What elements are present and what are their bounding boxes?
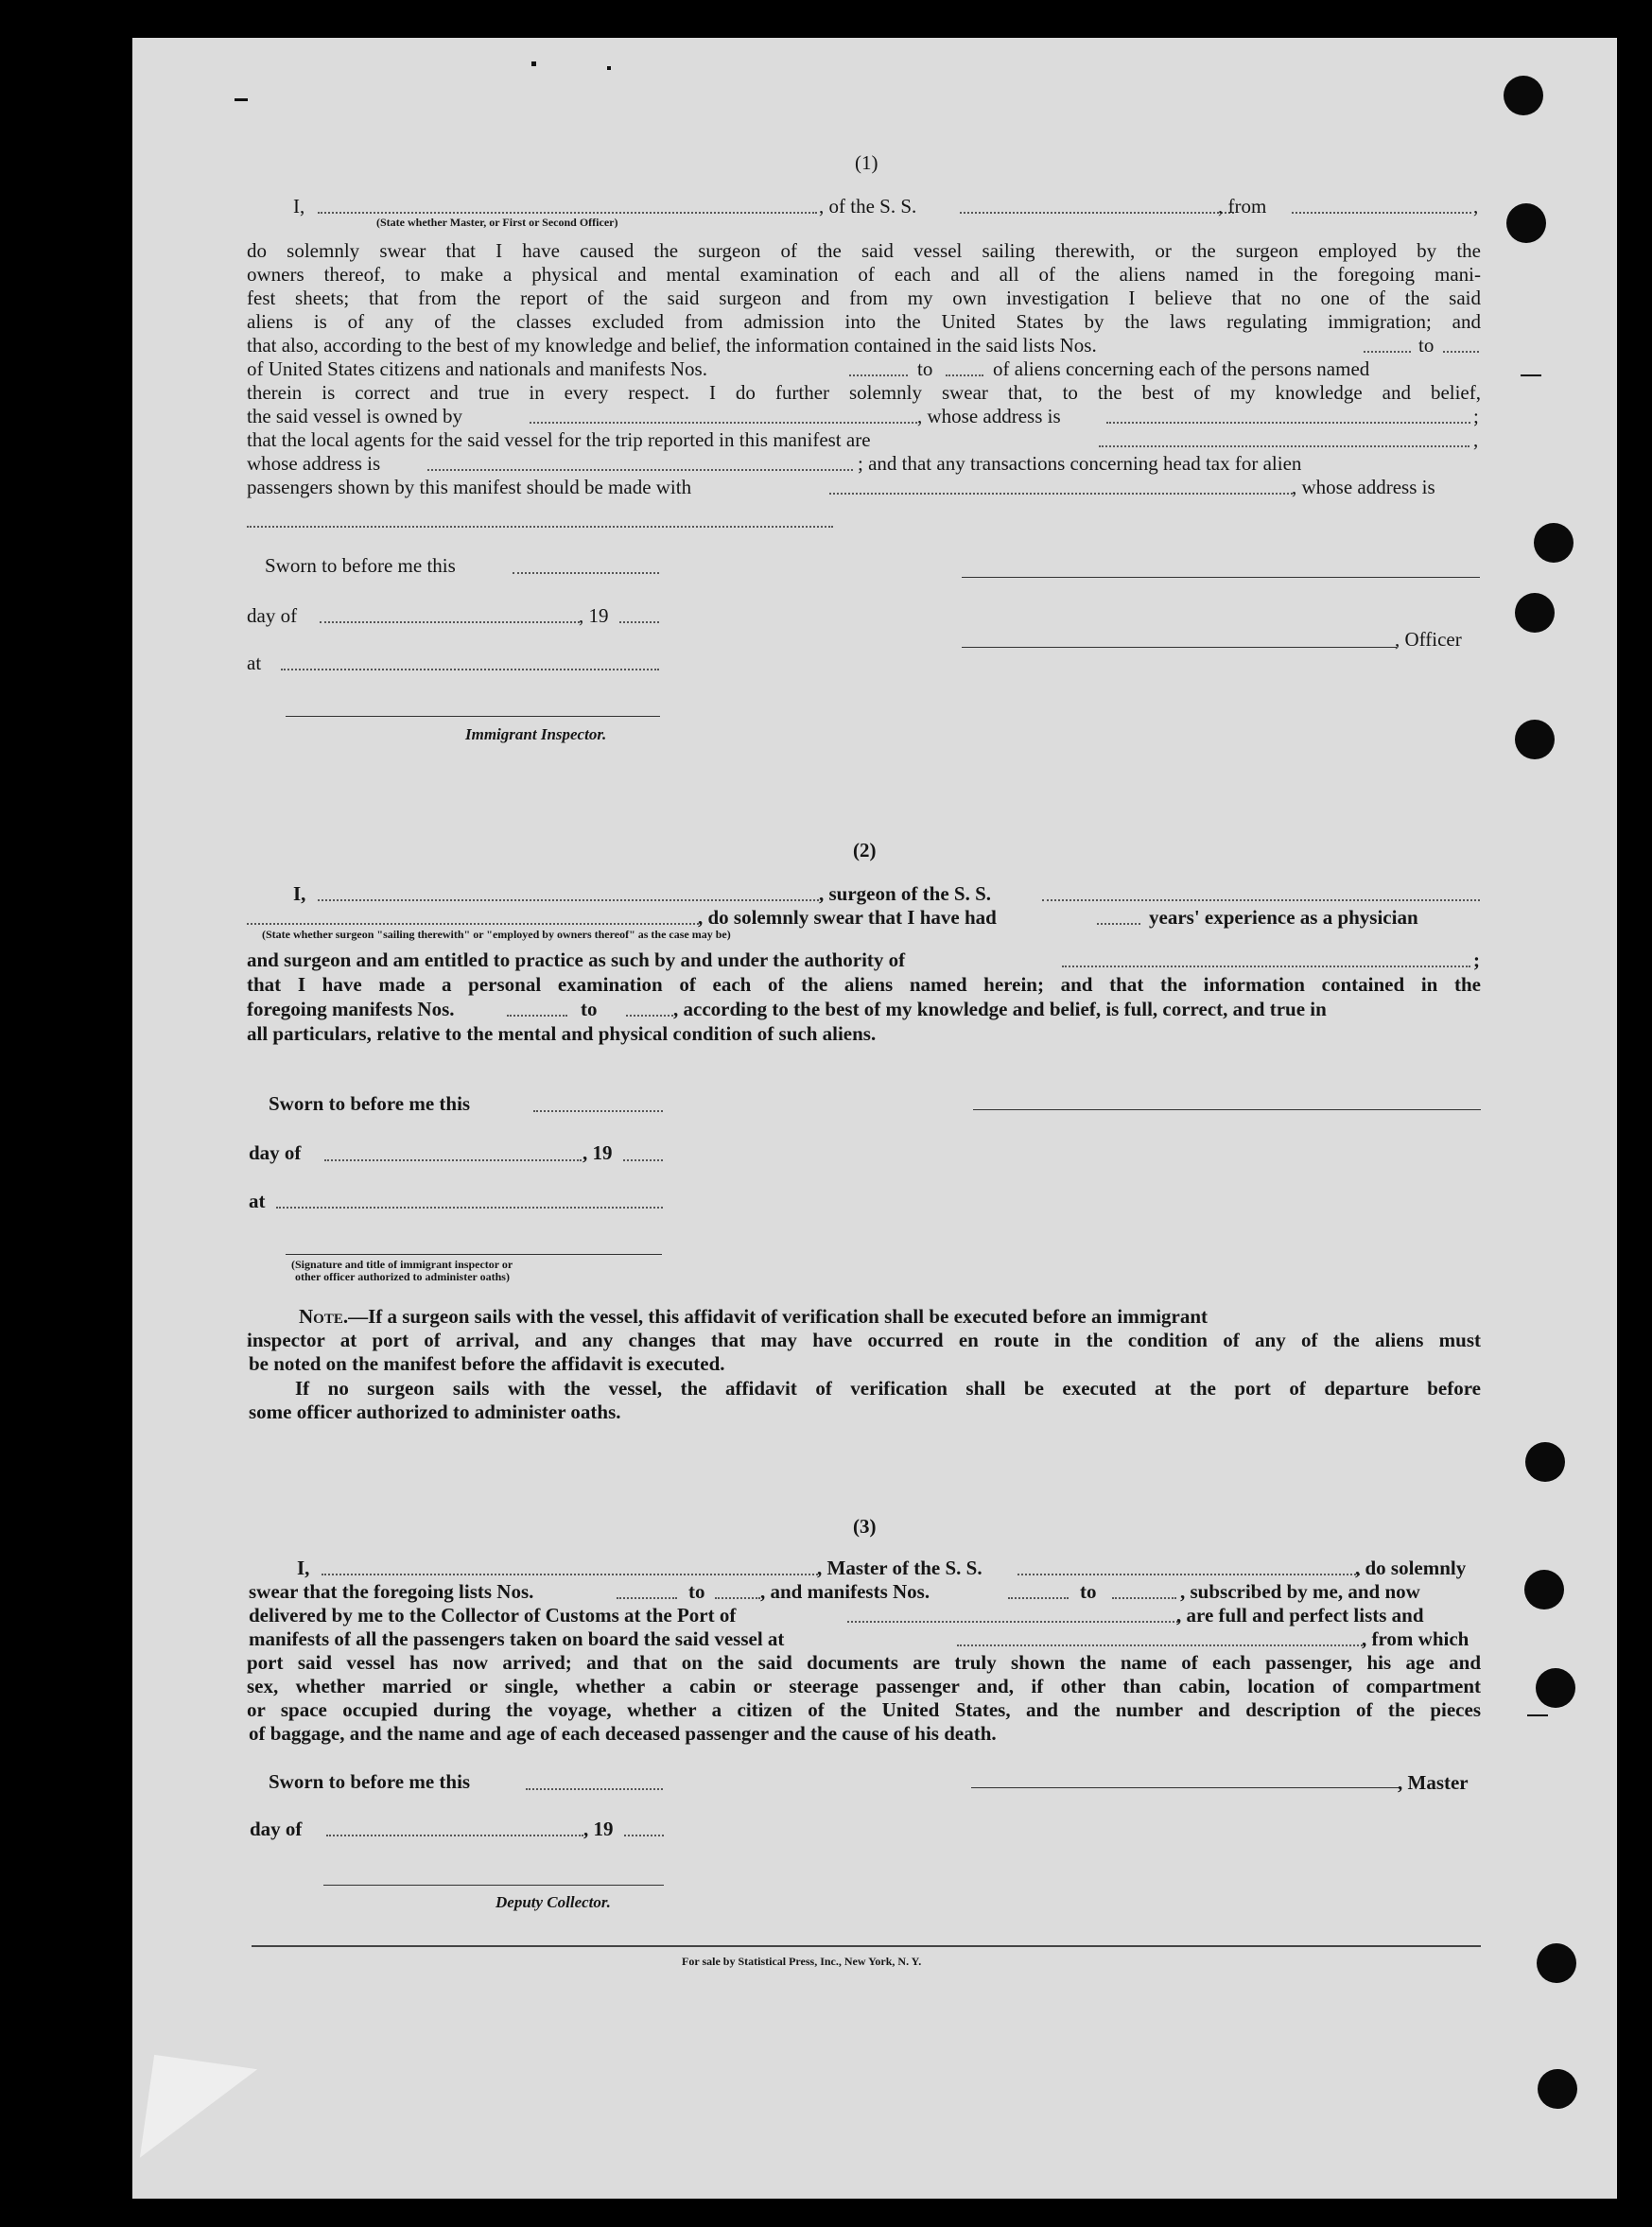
- officer-rank-note: (State whether Master, or First or Second Officer): [376, 216, 618, 229]
- folded-corner: [140, 2055, 257, 2172]
- lists-to-line: [1443, 351, 1479, 353]
- s3-body-line-1: port said vessel has now arrived; and that on the said documents are truly shown the name of each passenger, his age and: [247, 1651, 1481, 1674]
- manifests-to-line: [946, 374, 983, 376]
- section-2-number: (2): [853, 839, 877, 861]
- s2-signature-line: [973, 1109, 1481, 1110]
- s1-agents-end: ,: [1473, 428, 1479, 451]
- s3-manifests-from-line: [1008, 1597, 1069, 1599]
- printer-credit: For sale by Statistical Press, Inc., New York, N. Y.: [682, 1955, 922, 1968]
- s2-manifests-from-line: [507, 1015, 567, 1017]
- surgeon-name-line: [318, 899, 819, 901]
- punch-hole: [1515, 593, 1555, 633]
- s2-inspector-signature-line: [286, 1254, 662, 1255]
- manifests-from-line: [849, 374, 908, 376]
- headtax-party-line: [829, 493, 1293, 495]
- punch-hole: [1506, 203, 1546, 243]
- s3-sworn-line: [526, 1788, 663, 1790]
- s3-body-line-2: sex, whether married or single, whether a cabin or steerage passenger and, if other than cabin, location of compartment: [247, 1675, 1481, 1697]
- speck: [1521, 374, 1541, 376]
- s1-passengers-text: passengers shown by this manifest should be made with: [247, 476, 692, 498]
- s3-vessel-line: [1017, 1574, 1360, 1575]
- footer-rule: [252, 1945, 1481, 1947]
- s1-at-line: [281, 669, 659, 670]
- s3-manifests-text: , and manifests Nos.: [760, 1580, 930, 1603]
- s3-subscribed-text: , subscribed by me, and now: [1180, 1580, 1420, 1603]
- s1-manifests-rest: of aliens concerning each of the persons named: [993, 357, 1370, 380]
- port-of-arrival-line: [847, 1621, 1178, 1623]
- s1-address-text: whose address is: [247, 452, 381, 475]
- s1-year-label: , 19: [579, 604, 609, 627]
- section-3-number: (3): [853, 1515, 877, 1538]
- s3-collector-label: Deputy Collector.: [496, 1893, 611, 1911]
- s3-sworn-label: Sworn to before me this: [269, 1770, 471, 1793]
- lists-from-line: [1364, 351, 1411, 353]
- owner-address-line: [1106, 422, 1470, 424]
- agents-address-line: [427, 469, 853, 471]
- s3-lists-from-line: [617, 1597, 677, 1599]
- speck: [607, 66, 611, 70]
- s3-day-label: day of: [250, 1818, 303, 1840]
- s2-vessel-line: [1042, 899, 1480, 901]
- s3-body-line-3: or space occupied during the voyage, whether a citizen of the United States, and the number and description of the pieces: [247, 1698, 1481, 1721]
- s2-at-label: at: [249, 1190, 266, 1212]
- s1-sworn-line: [513, 572, 659, 574]
- section-1-number: (1): [855, 151, 878, 174]
- s3-manifests-taken-text: manifests of all the passengers taken on board the said vessel at: [249, 1627, 785, 1650]
- s2-sworn-line: [533, 1110, 663, 1112]
- s3-manifests-to-line: [1112, 1597, 1176, 1599]
- s2-day-label: day of: [249, 1141, 302, 1164]
- s1-passengers-address: , whose address is: [1292, 476, 1435, 498]
- note-line-1: [299, 1305, 1208, 1328]
- surgeon-status-note: (State whether surgeon "sailing therewith" or "employed by owners thereof" as the case may be): [262, 928, 731, 941]
- agents-line: [1099, 445, 1469, 447]
- s1-body-line-3: fest sheets; that from the report of the said surgeon and from my own investigation I believe that no one of the said: [247, 287, 1481, 309]
- s1-day-line: [320, 621, 580, 623]
- s2-authority-text: and surgeon and am entitled to practice as such by and under the authority of: [247, 948, 906, 971]
- vessel-name-line: [960, 212, 1234, 214]
- s1-inspector-line: [286, 716, 660, 717]
- s2-foregoing-text: foregoing manifests Nos.: [247, 998, 455, 1020]
- s2-sworn-label: Sworn to before me this: [269, 1092, 471, 1115]
- s2-manifests-to-line: [626, 1015, 673, 1017]
- s1-sworn-label: Sworn to before me this: [265, 554, 456, 577]
- from-port-line: [1292, 212, 1471, 214]
- s3-delivered-text: delivered by me to the Collector of Customs at the Port of: [249, 1604, 737, 1627]
- s1-headtax-text: ; and that any transactions concerning head tax for alien: [858, 452, 1302, 475]
- s1-manifests-text: of United States citizens and nationals and manifests Nos.: [247, 357, 707, 380]
- headtax-address-line: [247, 526, 833, 528]
- punch-hole: [1524, 1570, 1564, 1609]
- s3-i-label: I,: [297, 1557, 310, 1579]
- port-of-embarkation-line: [957, 1644, 1365, 1646]
- s1-agents-text: that the local agents for the said vessel for the trip reported in this manifest are: [247, 428, 871, 451]
- s1-body-line-4: aliens is of any of the classes excluded from admission into the United States by the laws regulating immigration; and: [247, 310, 1481, 333]
- s1-inspector-label: Immigrant Inspector.: [465, 725, 607, 743]
- s2-i-label: I,: [293, 882, 306, 905]
- owner-line: [530, 422, 917, 424]
- s3-from-which-text: , from which: [1362, 1627, 1469, 1650]
- note-line-5: some officer authorized to administer oaths.: [249, 1401, 621, 1423]
- s3-master-signature-line: [971, 1787, 1400, 1788]
- s2-accordance-text: , according to the best of my knowledge and belief, is full, correct, and true in: [673, 998, 1327, 1020]
- punch-hole: [1504, 76, 1543, 115]
- s1-owned-text: the said vessel is owned by: [247, 405, 463, 427]
- note-text-1: —If a surgeon sails with the vessel, this affidavit of verification shall be executed before an immigrant: [348, 1305, 1209, 1328]
- punch-hole: [1536, 1668, 1575, 1708]
- s1-manifests-to: to: [917, 357, 933, 380]
- s2-signature-note-2: other officer authorized to administer oaths): [295, 1270, 510, 1283]
- s1-owned-address: , whose address is: [917, 405, 1061, 427]
- s2-surgeon-of-label: , surgeon of the S. S.: [819, 882, 992, 905]
- s2-employment-line: [247, 923, 699, 925]
- s3-collector-line: [323, 1885, 664, 1886]
- s1-officer-line: [962, 647, 1397, 648]
- s2-to-label: to: [581, 998, 598, 1020]
- s2-year-label: , 19: [583, 1141, 613, 1164]
- s2-examination-line: that I have made a personal examination of each of the aliens named herein; and that the information contained in the: [247, 973, 1481, 996]
- speck: [1527, 1714, 1548, 1716]
- s2-particulars-line: all particulars, relative to the mental and physical condition of such aliens.: [247, 1022, 877, 1045]
- s2-signature-note-1: (Signature and title of immigrant inspector or: [291, 1258, 513, 1271]
- s1-lists-text: that also, according to the best of my knowledge and belief, the information contained in the said lists Nos.: [247, 334, 1097, 357]
- s3-day-line: [326, 1835, 583, 1836]
- s1-lists-to: to: [1418, 334, 1435, 357]
- s3-perfect-lists-text: , are full and perfect lists and: [1176, 1604, 1424, 1627]
- s1-i-label: I,: [293, 195, 305, 217]
- s1-body-line-2: owners thereof, to make a physical and mental examination of each and all of the aliens named in the foregoing mani-: [247, 263, 1481, 286]
- s1-year-line: [619, 621, 659, 623]
- s3-lists-text: swear that the foregoing lists Nos.: [249, 1580, 534, 1603]
- s3-manifests-to: to: [1080, 1580, 1097, 1603]
- officer-name-line: [318, 212, 817, 214]
- note-label: Note.: [299, 1305, 349, 1328]
- punch-hole: [1515, 720, 1555, 759]
- s2-physician-label: years' experience as a physician: [1149, 906, 1418, 929]
- s2-day-line: [324, 1159, 582, 1161]
- master-name-line: [322, 1574, 818, 1575]
- note-line-4: If no surgeon sails with the vessel, the affidavit of verification shall be executed at the port of departure before: [295, 1377, 1481, 1400]
- s1-from-label: , from: [1218, 195, 1267, 217]
- s1-correct-line: therein is correct and true in every respect. I do further solemnly swear that, to the best of my knowledge and belief,: [247, 381, 1481, 404]
- s1-at-label: at: [247, 652, 262, 674]
- note-line-3: be noted on the manifest before the affidavit is executed.: [249, 1352, 725, 1375]
- speck: [235, 98, 248, 101]
- years-experience-line: [1097, 923, 1140, 925]
- s3-year-label: , 19: [583, 1818, 614, 1840]
- s1-owned-end: ;: [1473, 405, 1479, 427]
- punch-hole: [1538, 2069, 1577, 2109]
- s3-master-of-label: , Master of the S. S.: [817, 1557, 983, 1579]
- authority-line: [1062, 966, 1470, 967]
- s1-officer-label: , Officer: [1395, 628, 1462, 651]
- s3-master-label: , Master: [1398, 1771, 1469, 1794]
- punch-hole: [1534, 523, 1574, 563]
- s1-signature-line: [962, 577, 1480, 578]
- s2-swear-label: , do solemnly swear that I have had: [698, 906, 997, 929]
- punch-hole: [1525, 1442, 1565, 1482]
- note-line-2: inspector at port of arrival, and any changes that may have occurred en route in the condition of any of the aliens must: [247, 1329, 1481, 1351]
- s1-comma: ,: [1473, 195, 1479, 217]
- s3-body-line-4: of baggage, and the name and age of each deceased passenger and the cause of his death.: [249, 1722, 997, 1745]
- punch-hole: [1537, 1943, 1576, 1983]
- s1-body-line-1: do solemnly swear that I have caused the surgeon of the said vessel sailing therewith, or the surgeon employed by the: [247, 239, 1481, 262]
- s1-of-ss-label: , of the S. S.: [819, 195, 917, 217]
- s2-at-line: [276, 1207, 663, 1209]
- s2-authority-end: ;: [1473, 948, 1480, 971]
- s2-year-line: [623, 1159, 663, 1161]
- s3-lists-to: to: [688, 1580, 705, 1603]
- speck: [531, 61, 536, 66]
- s1-day-label: day of: [247, 604, 298, 627]
- s3-solemnly-label: , do solemnly: [1355, 1557, 1467, 1579]
- s3-lists-to-line: [715, 1597, 760, 1599]
- s3-year-line: [624, 1835, 664, 1836]
